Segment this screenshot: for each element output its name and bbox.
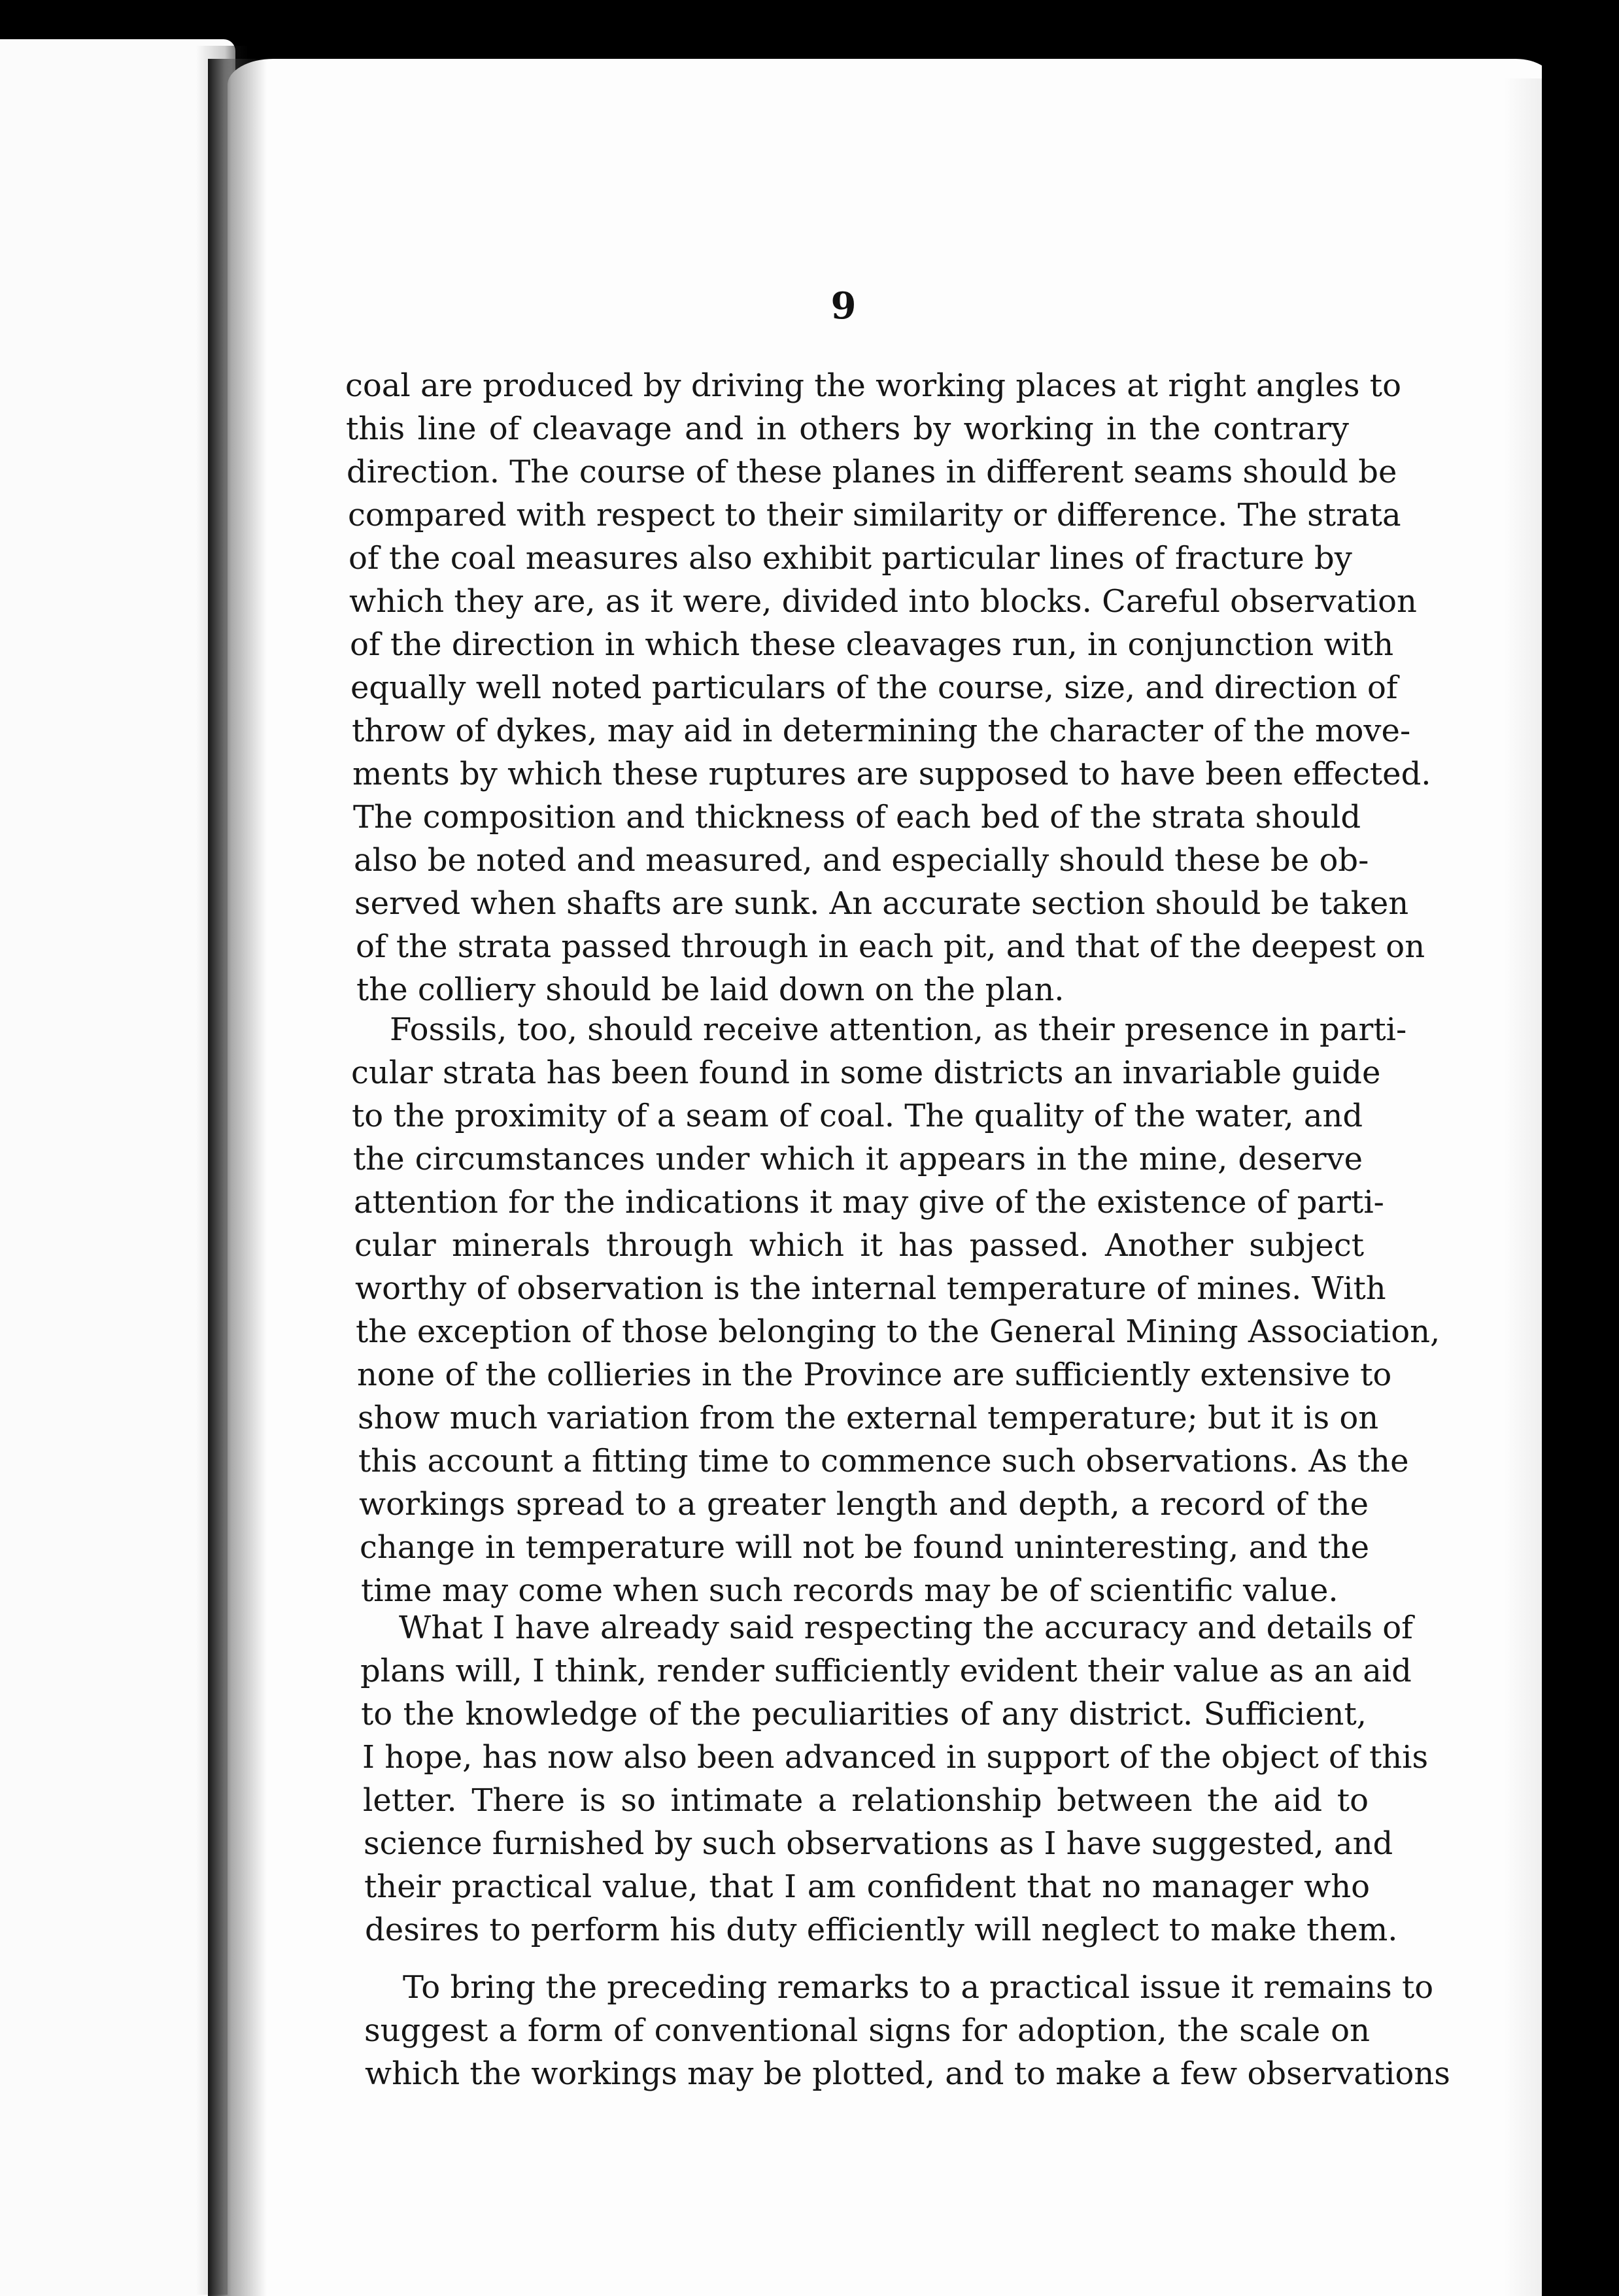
text-line: desires to perform his duty efficiently will neglect to make them. [365, 1912, 1398, 1948]
text-line: cular strata has been found in some districts an invariable guide [351, 1055, 1381, 1091]
text-line: of the strata passed through in each pit, and that of the deepest on [356, 928, 1425, 965]
text-line: of the direction in which these cleavages run, in conjunction with [350, 626, 1394, 663]
text-line: compared with respect to their similarity or difference. The strata [348, 497, 1401, 533]
text-line: the circumstances under which it appears in the mine, deserve [353, 1141, 1363, 1177]
text-line: the exception of those belonging to the General Mining Association, [356, 1313, 1440, 1350]
text-line: worthy of observation is the internal temperature of mines. With [355, 1270, 1386, 1307]
text-line: change in temperature will not be found uninteresting, and the [360, 1529, 1369, 1566]
text-line: also be noted and measured, and especially should these be ob- [354, 842, 1369, 879]
text-line: workings spread to a greater length and depth, a record of the [359, 1486, 1369, 1523]
text-line: their practical value, that I am confident that no manager who [364, 1868, 1370, 1905]
text-line: attention for the indications it may give of the existence of parti- [354, 1184, 1384, 1221]
text-line: science furnished by such observations as I have suggested, and [364, 1825, 1393, 1862]
text-line: this account a fitting time to commence such observations. As the [358, 1443, 1409, 1479]
text-line: the colliery should be laid down on the plan. [356, 971, 1065, 1008]
text-line: throw of dykes, may aid in determining the character of the move- [352, 713, 1411, 749]
text-line: show much variation from the external temperature; but it is on [358, 1400, 1379, 1436]
text-line: to the proximity of a seam of coal. The quality of the water, and [352, 1098, 1363, 1134]
text-line: I hope, has now also been advanced in support of the object of this [362, 1739, 1429, 1776]
text-line: direction. The course of these planes in different seams should be [347, 454, 1397, 490]
page-number: 9 [830, 284, 857, 328]
text-line: cular minerals through which it has passed. Another subject [354, 1227, 1364, 1264]
text-line: Fossils, too, should receive attention, as their presence in parti- [390, 1011, 1407, 1048]
text-line: coal are produced by driving the working places at right angles to [345, 367, 1401, 404]
text-line: equally well noted particulars of the course, size, and direction of [350, 669, 1398, 706]
text-line: To bring the preceding remarks to a practical issue it remains to [403, 1969, 1434, 2006]
text-line: to the knowledge of the peculiarities of any district. Sufficient, [361, 1696, 1367, 1732]
page-curl-background [1542, 59, 1619, 2296]
text-line: ments by which these ruptures are supposed to have been effected. [352, 756, 1431, 792]
text-line: suggest a form of conventional signs for adoption, the scale on [364, 2012, 1370, 2049]
text-line: of the coal measures also exhibit particular lines of fracture by [349, 540, 1352, 577]
text-line: which they are, as it were, divided into blocks. Careful observation [349, 583, 1417, 620]
text-line: which the workings may be plotted, and to make a few observations [365, 2055, 1450, 2092]
text-line: served when shafts are sunk. An accurate section should be taken [354, 885, 1409, 922]
text-line: this line of cleavage and in others by working in the contrary [346, 411, 1349, 447]
text-line: letter. There is so intimate a relationship between the aid to [363, 1782, 1369, 1819]
text-line: What I have already said respecting the accuracy and details of [399, 1610, 1413, 1646]
text-line: plans will, I think, render sufficiently evident their value as an aid [360, 1653, 1412, 1689]
gutter-shade [208, 59, 267, 2296]
text-line: none of the collieries in the Province are sufficiently extensive to [357, 1357, 1392, 1393]
text-line: The composition and thickness of each bed of the strata should [353, 799, 1361, 836]
text-line: time may come when such records may be of scientific value. [361, 1572, 1338, 1609]
